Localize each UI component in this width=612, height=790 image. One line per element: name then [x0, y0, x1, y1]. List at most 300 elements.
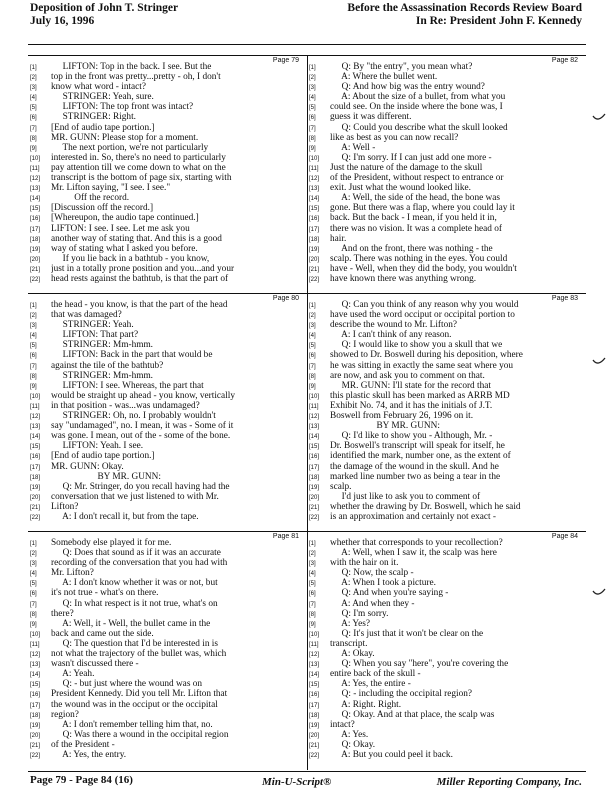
- line-text: Q: - including the occipital region?: [330, 689, 472, 700]
- line-number: [6]: [30, 591, 37, 598]
- line-number: [4]: [309, 95, 316, 102]
- line-number: [14]: [309, 672, 320, 679]
- page-number: Page 81: [272, 533, 299, 540]
- line-text: STRINGER: Yeah.: [51, 320, 134, 331]
- transcript-line: [28, 492, 307, 502]
- line-number: [2]: [30, 313, 37, 320]
- line-text: have known there was anything wrong.: [330, 274, 582, 284]
- line-number: [17]: [30, 226, 41, 233]
- line-text: Q: Could you describe what the skull looked: [330, 122, 508, 133]
- transcript-line: [28, 213, 307, 223]
- transcript-line: [307, 62, 586, 72]
- left-column: [28, 55, 307, 770]
- transcript-line: [28, 538, 307, 548]
- line-number: [9]: [30, 621, 37, 628]
- transcript-line: [28, 720, 307, 730]
- transcript-line: [307, 300, 586, 310]
- line-text: A: When I took a picture.: [330, 578, 436, 589]
- transcript-line: [28, 512, 307, 522]
- line-text: was gone. I mean, out of the - some of the bone.: [51, 431, 231, 442]
- line-text: are now, and ask you to comment on that.: [330, 370, 485, 381]
- line-text: say "undamaged", no. I mean, it was - Some of it: [51, 421, 234, 432]
- transcript-line: [28, 482, 307, 492]
- transcript-line: [307, 72, 586, 82]
- line-text: could see. On the inside where the bone was, I: [330, 102, 503, 113]
- line-text: Q: And how big was the entry wound?: [330, 82, 485, 93]
- line-number: [8]: [30, 611, 37, 618]
- line-number: [21]: [30, 266, 41, 273]
- header-left: [30, 2, 178, 28]
- line-text: A: Well -: [330, 142, 376, 153]
- line-number: [6]: [309, 591, 316, 598]
- line-text: pay attention till we come down to what on the: [51, 162, 226, 173]
- transcript-line: [307, 163, 586, 173]
- line-number: [11]: [30, 641, 40, 648]
- transcript-line: [307, 578, 586, 588]
- line-text: it's not true - what's on there.: [51, 588, 159, 599]
- line-number: [13]: [309, 424, 320, 431]
- line-number: [17]: [309, 226, 320, 233]
- line-text: Q: It's just that it won't be clear on the: [330, 628, 484, 639]
- line-text: A: About the size of a bullet, from what you: [330, 92, 506, 103]
- transcript-lines: [28, 62, 307, 284]
- line-text: Q: Can you think of any reason why you would: [330, 300, 519, 310]
- transcript-line: [307, 340, 586, 350]
- line-number: [17]: [30, 464, 41, 471]
- line-text: Q: When you say "here", you're covering the: [330, 659, 509, 670]
- transcript-line: [307, 629, 586, 639]
- transcript-line: [307, 330, 586, 340]
- transcript-line: [307, 619, 586, 629]
- case-title: In Re: President John F. Kennedy: [415, 15, 582, 27]
- transcript-line: [28, 274, 307, 284]
- line-text: A: Right. Right.: [330, 699, 402, 710]
- line-number: [15]: [309, 206, 320, 213]
- page-number: Page 84: [551, 533, 578, 540]
- transcript-page: [307, 531, 586, 772]
- transcript-line: [28, 710, 307, 720]
- transcript-line: [28, 264, 307, 274]
- line-number: [18]: [30, 236, 41, 243]
- line-number: [5]: [309, 105, 316, 112]
- transcript-line: [28, 558, 307, 568]
- transcript-line: [28, 548, 307, 558]
- transcript-line: [307, 391, 586, 401]
- transcript-line: [307, 193, 586, 203]
- line-text: Mr. Lifton?: [51, 568, 94, 579]
- transcript-line: [28, 411, 307, 421]
- transcript-line: [307, 720, 586, 730]
- line-number: [16]: [30, 692, 41, 699]
- line-number: [10]: [30, 393, 41, 400]
- page-number: Page 79: [272, 57, 299, 64]
- transcript-line: [307, 143, 586, 153]
- page-range: Page 79 - Page 84 (16): [30, 774, 133, 786]
- line-number: [15]: [309, 682, 320, 689]
- transcript-line: [28, 629, 307, 639]
- line-text: scalp.: [330, 481, 352, 492]
- line-text: entire back of the skull -: [330, 669, 421, 680]
- transcript-line: [28, 163, 307, 173]
- transcript-line: [307, 264, 586, 274]
- line-text: identified the mark, number one, as the extent of: [330, 451, 511, 462]
- transcript-line: [307, 203, 586, 213]
- transcript-line: [307, 123, 586, 133]
- line-number: [17]: [309, 702, 320, 709]
- transcript-lines: [307, 300, 586, 522]
- line-number: [10]: [309, 393, 320, 400]
- transcript-line: [307, 492, 586, 502]
- line-text: back. But the back - I mean, if you held it in,: [330, 213, 497, 224]
- transcript-line: [28, 462, 307, 472]
- transcript-line: [307, 649, 586, 659]
- line-text: recording of the conversation that you had with: [51, 558, 228, 569]
- transcript-line: [307, 740, 586, 750]
- line-text: Q: And when you're saying -: [330, 588, 449, 599]
- line-number: [20]: [30, 732, 41, 739]
- line-number: [11]: [30, 165, 40, 172]
- transcript-line: [307, 609, 586, 619]
- line-number: [4]: [30, 95, 37, 102]
- transcript-line: [28, 639, 307, 649]
- margin-check-icon: [592, 357, 606, 367]
- line-number: [10]: [30, 631, 41, 638]
- line-text: another way of stating that. And this is a good: [51, 233, 222, 244]
- transcript-lines: [307, 62, 586, 284]
- line-number: [3]: [30, 561, 37, 568]
- line-number: [4]: [309, 571, 316, 578]
- line-text: Q: - but just where the wound was on: [51, 679, 203, 690]
- line-text: BY MR. GUNN:: [51, 471, 161, 482]
- line-number: [6]: [309, 353, 316, 360]
- line-text: A: Yeah.: [51, 669, 95, 680]
- line-text: A: I don't know whether it was or not, but: [51, 578, 218, 589]
- transcript-line: [28, 361, 307, 371]
- line-text: A: Yes, the entry.: [51, 750, 303, 760]
- transcript-line: [307, 659, 586, 669]
- transcript-line: [307, 679, 586, 689]
- transcript-line: [28, 320, 307, 330]
- line-number: [2]: [309, 75, 316, 82]
- transcript-line: [28, 72, 307, 82]
- line-text: guess it was different.: [330, 112, 412, 123]
- transcript-line: [28, 568, 307, 578]
- line-text: in that position - was...was undamaged?: [51, 400, 200, 411]
- line-number: [7]: [30, 363, 37, 370]
- transcript-line: [28, 371, 307, 381]
- line-text: Q: Okay. And at that place, the scalp was: [330, 709, 495, 720]
- line-text: Q: Mr. Stringer, do you recall having had the: [51, 481, 230, 492]
- line-number: [19]: [309, 246, 320, 253]
- line-number: [5]: [30, 343, 37, 350]
- transcript-line: [28, 421, 307, 431]
- line-text: LIFTON: Yeah. I see.: [51, 441, 144, 452]
- line-number: [20]: [309, 256, 320, 263]
- line-text: STRINGER: Mm-hmm.: [51, 340, 154, 351]
- line-text: like as best as you can now recall?: [330, 132, 459, 143]
- transcript-line: [28, 82, 307, 92]
- transcript-line: [307, 112, 586, 122]
- line-number: [6]: [30, 115, 37, 122]
- transcript-line: [28, 599, 307, 609]
- transcript-line: [28, 441, 307, 451]
- transcript-line: [307, 401, 586, 411]
- transcript-line: [28, 472, 307, 482]
- line-number: [22]: [309, 276, 320, 283]
- line-number: [22]: [30, 514, 41, 521]
- line-text: head rests against the bathtub, is that the part of: [51, 274, 303, 284]
- line-text: Boswell from February 26, 1996 on it.: [330, 411, 474, 422]
- transcript-line: [28, 730, 307, 740]
- line-number: [15]: [30, 206, 41, 213]
- line-text: Q: The question that I'd be interested in is: [51, 638, 219, 649]
- transcript-line: [28, 740, 307, 750]
- line-number: [3]: [309, 323, 316, 330]
- line-text: the damage of the wound in the skull. And he: [330, 461, 499, 472]
- line-number: [14]: [309, 434, 320, 441]
- transcript-line: [28, 183, 307, 193]
- line-text: Exhibit No. 74, and it has the initials of J.T.: [330, 400, 493, 411]
- line-text: Q: I'm sorry.: [330, 608, 389, 619]
- line-text: Q: In what respect is it not true, what's on: [51, 598, 218, 609]
- line-text: LIFTON: The top front was intact?: [51, 102, 194, 113]
- line-number: [3]: [309, 85, 316, 92]
- line-number: [15]: [30, 444, 41, 451]
- line-text: A: I don't recall it, but from the tape.: [51, 511, 199, 522]
- line-number: [14]: [30, 196, 41, 203]
- line-text: Q: Okay.: [330, 739, 376, 750]
- transcript-line: [307, 411, 586, 421]
- line-number: [11]: [309, 165, 319, 172]
- line-text: gone. But there was a flap, where you could lay it: [330, 203, 515, 214]
- transcript-line: [307, 350, 586, 360]
- line-text: exit. Just what the wound looked like.: [330, 183, 471, 194]
- line-text: Somebody else played it for me.: [51, 538, 172, 548]
- line-number: [3]: [309, 561, 316, 568]
- line-number: [22]: [309, 752, 320, 759]
- transcript-line: [28, 679, 307, 689]
- line-text: BY MR. GUNN:: [330, 421, 440, 432]
- transcript-page: [28, 531, 307, 772]
- line-text: transcript is the bottom of page six, starting with: [51, 173, 232, 184]
- transcript-line: [307, 102, 586, 112]
- line-number: [5]: [309, 343, 316, 350]
- line-text: I'd just like to ask you to comment of: [330, 491, 481, 502]
- transcript-lines: [28, 538, 307, 760]
- line-number: [16]: [309, 216, 320, 223]
- line-text: wasn't discussed there -: [51, 659, 139, 670]
- transcript-line: [28, 203, 307, 213]
- line-text: A: Okay.: [330, 649, 375, 660]
- transcript-line: [307, 254, 586, 264]
- margin-check-icon: [592, 113, 606, 123]
- line-number: [12]: [30, 414, 41, 421]
- line-text: scalp. There was nothing in the eyes. You could: [330, 253, 508, 264]
- line-number: [8]: [30, 373, 37, 380]
- line-number: [13]: [309, 186, 320, 193]
- line-text: have used the word occiput or occipital portion to: [330, 310, 515, 321]
- transcript-line: [307, 320, 586, 330]
- line-number: [10]: [309, 631, 320, 638]
- line-text: hair.: [330, 233, 347, 244]
- transcript-line: [28, 310, 307, 320]
- transcript-line: [307, 173, 586, 183]
- transcript-line: [307, 482, 586, 492]
- line-text: intact?: [330, 719, 355, 730]
- line-number: [9]: [30, 383, 37, 390]
- line-number: [12]: [30, 176, 41, 183]
- line-text: STRINGER: Mm-hmm.: [51, 370, 154, 381]
- line-number: [19]: [30, 722, 41, 729]
- line-text: [End of audio tape portion.]: [51, 122, 155, 133]
- transcript-line: [28, 62, 307, 72]
- line-text: conversation that we just listened to with Mr.: [51, 491, 219, 502]
- line-text: is an approximation and certainly not exact -: [330, 512, 582, 522]
- line-text: of the President, without respect to entrance or: [330, 173, 504, 184]
- line-text: region?: [51, 709, 79, 720]
- transcript-line: [28, 391, 307, 401]
- transcript-line: [307, 538, 586, 548]
- line-number: [4]: [30, 571, 37, 578]
- line-text: A: Well, the side of the head, the bone was: [330, 193, 500, 204]
- line-number: [11]: [309, 641, 319, 648]
- transcript-line: [307, 462, 586, 472]
- page-number: Page 82: [551, 57, 578, 64]
- line-text: Off the record.: [51, 193, 130, 204]
- line-text: A: I don't remember telling him that, no.: [51, 719, 213, 730]
- line-text: A: Where the bullet went.: [330, 72, 438, 83]
- transcript-line: [307, 371, 586, 381]
- line-number: [4]: [309, 333, 316, 340]
- line-number: [7]: [309, 125, 316, 132]
- line-text: STRINGER: Oh, no. I probably wouldn't: [51, 411, 216, 422]
- line-number: [6]: [30, 353, 37, 360]
- line-text: A: Yes, the entire -: [330, 679, 411, 690]
- transcript-line: [28, 133, 307, 143]
- line-text: the head - you know, is that the part of the head: [51, 300, 228, 310]
- line-text: transcript.: [330, 638, 368, 649]
- line-text: showed to Dr. Boswell during his deposition, where: [330, 350, 523, 361]
- line-text: of the President -: [51, 739, 115, 750]
- line-text: Q: I'm sorry. If I can just add one more -: [330, 152, 492, 163]
- transcript-line: [28, 102, 307, 112]
- line-number: [1]: [30, 65, 37, 71]
- line-text: A: Well, it - Well, the bullet came in the: [51, 618, 211, 629]
- transcript-line: [28, 300, 307, 310]
- line-text: [Discussion off the record.]: [51, 203, 154, 214]
- transcript-line: [28, 153, 307, 163]
- margin-check-icon: [592, 588, 606, 598]
- transcript-line: [307, 558, 586, 568]
- line-text: Lifton?: [51, 501, 79, 512]
- transcript-line: [28, 244, 307, 254]
- line-number: [18]: [309, 474, 320, 481]
- transcript-line: [28, 659, 307, 669]
- line-text: LIFTON: Back in the part that would be: [51, 350, 213, 361]
- transcript-line: [28, 401, 307, 411]
- line-number: [22]: [30, 276, 41, 283]
- line-number: [21]: [30, 504, 41, 511]
- line-text: top in the front was pretty...pretty - oh, I don't: [51, 72, 221, 83]
- transcript-line: [307, 451, 586, 461]
- line-text: LIFTON: That part?: [51, 330, 139, 341]
- transcript-page: [28, 55, 307, 294]
- transcript-line: [307, 502, 586, 512]
- line-text: MR. GUNN: I'll state for the record that: [330, 380, 491, 391]
- line-number: [8]: [30, 135, 37, 142]
- transcript-line: [28, 92, 307, 102]
- line-number: [3]: [30, 85, 37, 92]
- line-number: [13]: [30, 662, 41, 669]
- line-number: [15]: [309, 444, 320, 451]
- transcript-line: [28, 350, 307, 360]
- deposition-date: July 16, 1996: [30, 15, 95, 27]
- transcript-line: [307, 750, 586, 760]
- transcript-line: [28, 619, 307, 629]
- transcript-line: [28, 193, 307, 203]
- line-text: whether the drawing by Dr. Boswell, which he said: [330, 501, 521, 512]
- transcript-line: [307, 310, 586, 320]
- transcript-line: [28, 588, 307, 598]
- line-number: [5]: [30, 105, 37, 112]
- transcript-line: [28, 330, 307, 340]
- transcript-line: [307, 512, 586, 522]
- line-number: [11]: [30, 403, 40, 410]
- line-number: [12]: [309, 176, 320, 183]
- transcript-line: [28, 224, 307, 234]
- line-number: [12]: [309, 652, 320, 659]
- transcript-line: [28, 431, 307, 441]
- transcript-line: [28, 123, 307, 133]
- transcript-line: [307, 133, 586, 143]
- line-number: [21]: [309, 266, 320, 273]
- line-text: Q: Does that sound as if it was an accurate: [51, 548, 221, 559]
- line-number: [11]: [309, 403, 319, 410]
- line-text: Q: Was there a wound in the occipital region: [51, 729, 229, 740]
- line-number: [6]: [309, 115, 316, 122]
- transcript-pages: [28, 55, 586, 770]
- line-number: [18]: [30, 712, 41, 719]
- line-text: [End of audio tape portion.]: [51, 451, 155, 462]
- line-number: [21]: [309, 742, 320, 749]
- line-number: [14]: [309, 196, 320, 203]
- line-text: whether that corresponds to your recollection?: [330, 538, 503, 548]
- line-text: the wound was in the occiput or the occipital: [51, 699, 218, 710]
- line-number: [16]: [309, 692, 320, 699]
- line-number: [21]: [30, 742, 41, 749]
- transcript-line: [28, 112, 307, 122]
- line-number: [9]: [309, 621, 316, 628]
- line-number: [3]: [30, 323, 37, 330]
- line-text: STRINGER: Yeah, sure.: [51, 92, 154, 103]
- line-text: have - Well, when they did the body, you wouldn't: [330, 263, 517, 274]
- transcript-line: [307, 82, 586, 92]
- line-number: [22]: [309, 514, 320, 521]
- line-number: [8]: [309, 135, 316, 142]
- transcript-line: [28, 502, 307, 512]
- line-text: that was damaged?: [51, 310, 122, 321]
- line-number: [14]: [30, 672, 41, 679]
- line-number: [21]: [309, 504, 320, 511]
- line-number: [15]: [30, 682, 41, 689]
- transcript-line: [307, 224, 586, 234]
- line-number: [9]: [309, 145, 316, 152]
- line-number: [13]: [30, 424, 41, 431]
- line-number: [2]: [309, 551, 316, 558]
- transcript-line: [307, 421, 586, 431]
- line-text: A: Well, when I saw it, the scalp was here: [330, 548, 497, 559]
- line-number: [4]: [30, 333, 37, 340]
